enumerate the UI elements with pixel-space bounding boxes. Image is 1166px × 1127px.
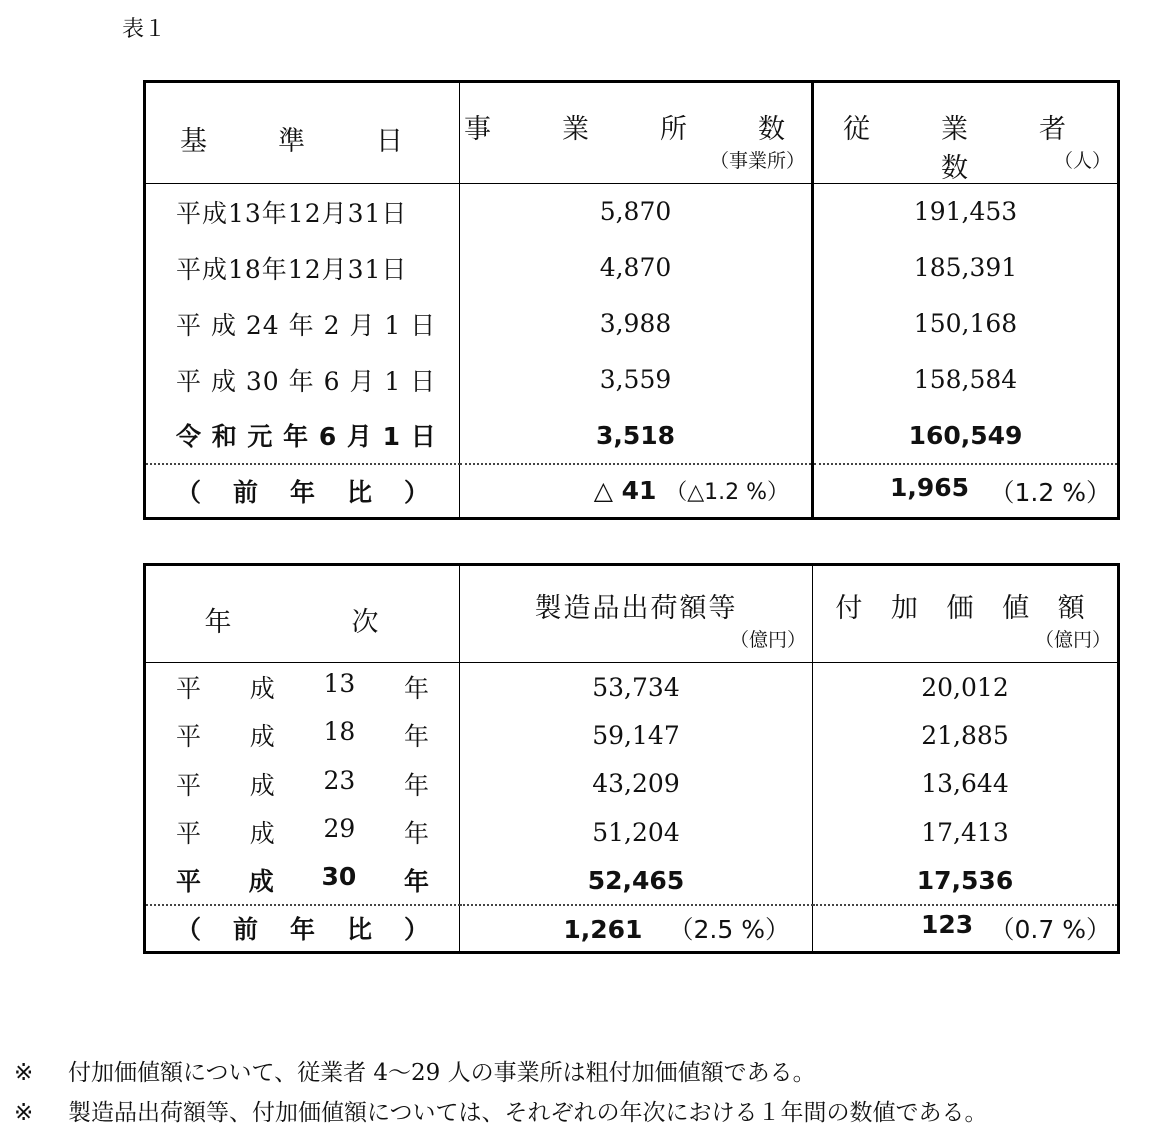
row-establishments: 3,518 [460, 408, 813, 464]
establishments-diff-pct: （△1.2 %） [665, 480, 789, 506]
header-establishments: 事 業 所 数 （事業所） [460, 82, 813, 184]
row-establishments: 3,988 [460, 296, 813, 352]
row-shipments: 59,147 [460, 711, 813, 760]
row-establishments: 5,870 [460, 184, 813, 240]
row-year: 平 成 30 年 [176, 862, 429, 897]
row-value-added: 13,644 [813, 760, 1119, 809]
row-establishments: 4,870 [460, 240, 813, 296]
header-employees: 従 業 者 数 （人） [813, 82, 1119, 184]
table-row [145, 240, 1119, 296]
table-row [145, 760, 1119, 809]
employees-diff-pct: （1.2 %） [989, 477, 1111, 507]
row-shipments: 43,209 [460, 760, 813, 809]
row-shipments: 51,204 [460, 808, 813, 857]
shipments-diff: 1,261 [563, 915, 643, 945]
row-date: 令 和 元 年 6 月 1 日 [176, 422, 437, 451]
value-added-diff: 123 [921, 910, 974, 940]
table-row [145, 184, 1119, 240]
table-row [145, 352, 1119, 408]
row-year: 平 成 13 年 [176, 669, 429, 703]
row-year: 平 成 18 年 [176, 717, 429, 752]
table-row [145, 857, 1119, 906]
row-value-added: 17,413 [813, 808, 1119, 857]
row-date: 平 成 24 年 2 月 1 日 [176, 310, 437, 340]
row-shipments: 52,465 [460, 857, 813, 906]
table-row [145, 663, 1119, 712]
footnote: ※ 付加価値額について、従業者 4〜29 人の事業所は粗付加価値額である。 [14, 1060, 816, 1086]
shipments-value-added-table [143, 563, 1120, 954]
footnote: ※ 製造品出荷額等、付加価値額については、それぞれの年次における１年間の数値である。 [14, 1100, 988, 1126]
establishments-employees-table [143, 80, 1137, 520]
row-employees: 191,453 [813, 184, 1119, 240]
comparison-row [145, 464, 1119, 519]
row-employees: 158,584 [813, 352, 1119, 408]
row-shipments: 53,734 [460, 663, 813, 712]
row-date: 平 成 30 年 6 月 1 日 [176, 366, 437, 396]
row-establishments: 3,559 [460, 352, 813, 408]
shipments-diff-pct: （2.5 %） [668, 915, 790, 945]
header-value-added: 付 加 価 値 額 （億円） [813, 565, 1119, 663]
row-employees: 150,168 [813, 296, 1119, 352]
row-employees: 185,391 [813, 240, 1119, 296]
header-date: 基 準 日 [145, 82, 460, 184]
comparison-label: （ 前 年 比 ） [176, 915, 429, 945]
table-row [145, 808, 1119, 857]
row-year: 平 成 23 年 [176, 765, 429, 800]
row-value-added: 17,536 [813, 857, 1119, 906]
establishments-diff: △ 41 [593, 476, 657, 506]
row-value-added: 21,885 [813, 711, 1119, 760]
header-year: 年 次 [145, 565, 460, 663]
comparison-row [145, 905, 1119, 952]
table-row [145, 711, 1119, 760]
table-row [145, 296, 1119, 352]
table-caption: 表１ [122, 17, 167, 42]
table-row [145, 408, 1119, 464]
row-date: 平成18年12月31日 [176, 254, 408, 284]
employees-diff: 1,965 [890, 472, 970, 502]
header-shipments: 製造品出荷額等 （億円） [460, 565, 813, 663]
row-year: 平 成 29 年 [176, 814, 429, 849]
value-added-diff-pct: （0.7 %） [989, 915, 1111, 945]
row-employees: 160,549 [813, 408, 1119, 464]
row-value-added: 20,012 [813, 663, 1119, 712]
comparison-label: （ 前 年 比 ） [176, 477, 429, 507]
row-date: 平成13年12月31日 [176, 198, 408, 228]
